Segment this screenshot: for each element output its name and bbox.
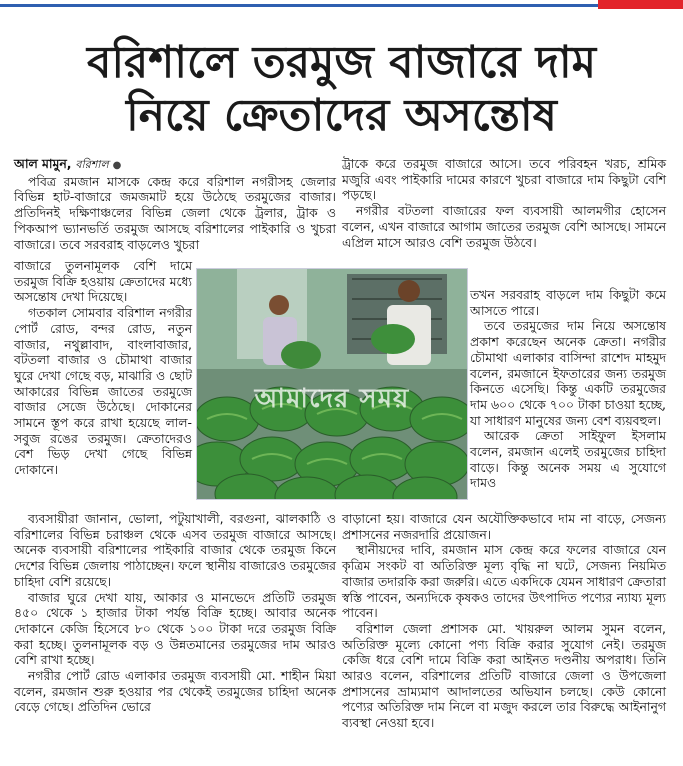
headline-line-1: বরিশালে তরমুজ বাজারে দাম <box>86 37 597 88</box>
top-blue-stripe <box>0 4 598 7</box>
paragraph-administration: বরিশাল জেলা প্রশাসক মো. খায়রুল আলম সুমন বলেন, অতিরিক্ত মূল্যে কোনো পণ্য বিক্রি করার সুযোগ নেই। তরমুজ কেজি ধরে বেশি দামে বিক্রি করা আইনত দণ্ডনীয় অপরাধ। তিনি আরও বলেন, বরিশালের প্রতিটি বাজারে জেলা ও উপজেলা প্রশাসনের ভ্রাম্যমাণ আদালতের অভিযান চলছে। কেউ কোনো পণ্যের অতিরিক্ত দাম নিলে বা মজুদ করলে তার বিরুদ্ধে আইনানুগ ব্যবস্থা নেওয়া হবে। <box>342 620 666 731</box>
byline-location: বরিশাল <box>75 158 109 171</box>
lead-paragraph-continued: বাজারে তুলনামূলক বেশি দামে তরমুজ বিক্রি হওয়ায় ক্রেতাদের মধ্যে অসন্তোষ দেখা দিয়েছে। <box>14 258 192 305</box>
paragraph-prices: বাজার ঘুরে দেখা যায়, আকার ও মানভেদে প্রতিটি তরমুজ ৪৫০ থেকে ১ হাজার টাকা পর্যন্ত বিক্রি হচ্ছে। আবার অনেক দোকানে কেজি হিসেবে ৮০ থেকে ১০০ টাকা দরে তরমুজ বিক্রি করা হচ্ছে। তুলনামূলক বড় ও উন্নতমানের তরমুজের দাম আরও বেশি রাখা হচ্ছে। <box>14 589 336 668</box>
paragraph-local-demand: স্থানীয়দের দাবি, রমজান মাস কেন্দ্র করে ফলের বাজারে যেন কৃত্রিম সংকট বা অতিরিক্ত মূল্য বৃদ্ধি না ঘটে, সেজন্য নিয়মিত বাজার তদারকি করা জরুরি। এতে একদিকে যেমন সাধারণ ক্রেতারা স্বস্তি পাবেন, অন্যদিকে কৃষকও তাদের উৎপাদিত পণ্যের ন্যায্য মূল্য পাবেন। <box>342 542 666 621</box>
article-photo <box>196 268 468 500</box>
byline <box>14 156 336 174</box>
paragraph-early-variety: নগরীর বটতলা বাজারের ফল ব্যবসায়ী আলমগীর হোসেন বলেন, এখন বাজারে আগাম জাতের তরমুজ বেশি আসছে। সামনে এপ্রিল মাসে আরও বেশি তরমুজ উঠবে। <box>342 203 666 250</box>
right-column-bottom <box>342 511 666 731</box>
byline-author: আল মামুন, <box>14 156 72 171</box>
paragraph-second-buyer: আরেক ক্রেতা সাইফুল ইসলাম বলেন, রমজান এলেই তরমুজের চাহিদা বাড়ে। কিন্তু অনেক সময় এ সুযোগে দামও <box>470 428 666 491</box>
bullet-icon: ● <box>112 160 122 171</box>
newspaper-watermark: আমাদের সময় <box>254 384 410 414</box>
top-color-bar <box>0 0 683 12</box>
paragraph-buyer-complaint: তবে তরমুজের দাম নিয়ে অসন্তোষ প্রকাশ করেছেন অনেক ক্রেতা। নগরীর চৌমাথা এলাকার বাসিন্দা রাশেদ মাহমুদ বলেন, রমজানে ইফতারের জন্য তরমুজ কিনতে এসেছি। কিন্তু একটি তরমুজের দাম ৬০০ থেকে ৭০০ টাকা চাওয়া হচ্ছে, যা সাধারণ মানুষের জন্য বেশ ব্যয়বহুল। <box>470 318 666 428</box>
paragraph-supply: তখন সরবরাহ বাড়লে দাম কিছুটা কমে আসতে পারে। <box>470 287 666 318</box>
left-column-top <box>14 156 336 252</box>
headline <box>0 36 683 142</box>
paragraph-monitoring-need: বাড়ানো হয়। বাজারে যেন অযৌক্তিকভাবে দাম না বাড়ে, সেজন্য প্রশাসনের নজরদারি প্রয়োজন। <box>342 511 666 542</box>
paragraph-traders: ব্যবসায়ীরা জানান, ভোলা, পটুয়াখালী, বরগুনা, ঝালকাঠি ও বরিশালের বিভিন্ন চরাঞ্চল থেকে এসব তরমুজ বাজারে আসছে। অনেক ব্যবসায়ী বরিশালের পাইকারি বাজার থেকে তরমুজ কিনে দেশের বিভিন্ন জেলায় পাঠাচ্ছেন। ফলে স্থানীয় বাজারেও তরমুজের চাহিদা বেশি রয়েছে। <box>14 511 336 589</box>
paragraph-market-visit: গতকাল সোমবার বরিশাল নগরীর পোর্ট রোড, বন্দর রোড, নতুন বাজার, নথুল্লাবাদ, বাংলাবাজার, বটতলা বাজার ও চৌমাথা বাজার ঘুরে দেখা গেছে বড়, মাঝারি ও ছোট আকারের বিভিন্ন জাতের তরমুজে বাজার সেজে উঠেছে। দোকানের সামনে স্তূপ করে রাখা হয়েছে লাল-সবুজ রঙের তরমুজ। ক্রেতাদেরও বেশ ভিড় দেখা গেছে বিভিন্ন দোকানে। <box>14 305 192 478</box>
right-column-top <box>342 156 666 250</box>
headline-line-2: নিয়ে ক্রেতাদের অসন্তোষ <box>126 90 557 141</box>
right-column-wrap <box>470 287 666 491</box>
top-red-block <box>598 0 683 9</box>
paragraph-transport: ট্রাকে করে তরমুজ বাজারে আসে। তবে পরিবহন খরচ, শ্রমিক মজুরি এবং পাইকারি দামের কারণে খুচরা বাজারে দাম কিছুটা বেশি পড়ছে। <box>342 156 666 203</box>
paragraph-trader-quote: নগরীর পোর্ট রোড এলাকার তরমুজ ব্যবসায়ী মো. শাহীন মিয়া বলেন, রমজান শুরু হওয়ার পর থেকেই তরমুজের চাহিদা অনেক বেড়ে গেছে। প্রতিদিন ভোরে <box>14 668 336 715</box>
left-column-bottom <box>14 511 336 715</box>
lead-paragraph: পবিত্র রমজান মাসকে কেন্দ্র করে বরিশাল নগরীসহ জেলার বিভিন্ন হাট-বাজারে জমজমাট হয়ে উঠেছে তরমুজের বাজার। প্রতিদিনই দক্ষিণাঞ্চলের বিভিন্ন জেলা থেকে ট্রলার, ট্রাক ও পিকআপ ভ্যানভর্তি তরমুজ আসছে বরিশালের পাইকারি ও খুচরা বাজারে। তবে সরবরাহ বাড়লেও খুচরা <box>14 173 336 252</box>
left-column-wrap <box>14 258 192 478</box>
